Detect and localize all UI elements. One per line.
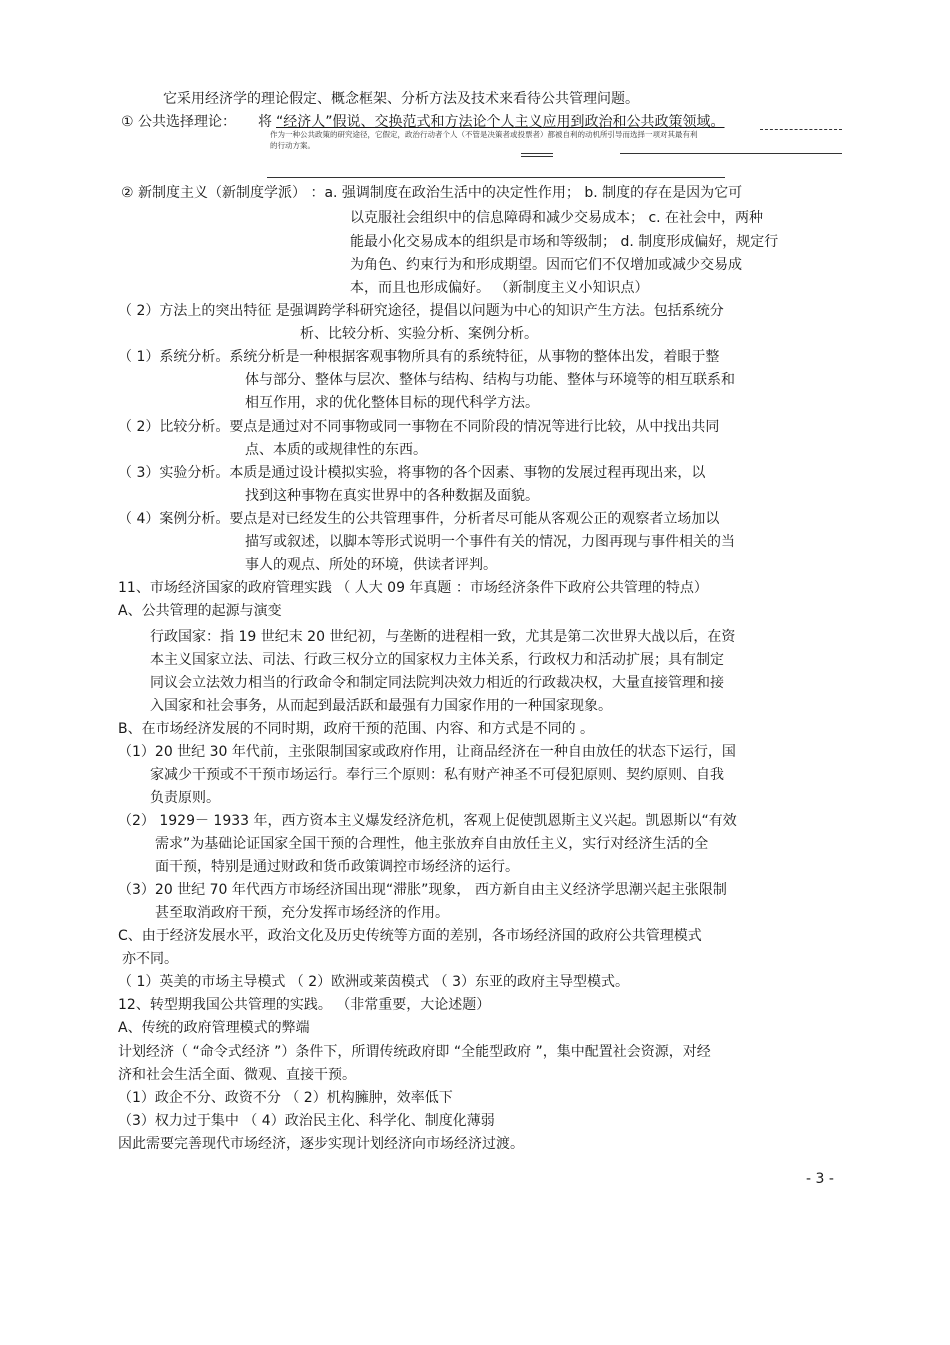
line-economics-approach: 它采用经济学的理论假定、概念框架、分析方法及技术来看待公共管理问题。	[163, 91, 639, 107]
section-12-heading: 12、转型期我国公共管理的实践。 （非常重要，大论述题）	[118, 997, 491, 1013]
page-number: - 3 -	[806, 1171, 834, 1187]
period-2-line-3: 面干预，特别是通过财政和货币政策调控市场经济的运行。	[155, 859, 519, 875]
administrative-state-line-3: 同议会立法效力相当的行政命令和制定同法院判决效力相近的行政裁决权，大量直接管理和接	[150, 675, 724, 691]
administrative-state-line-1: 行政国家：指 19 世纪末 20 世纪初，与垄断的进程相一致，尤其是第二次世界大战以后，在资	[150, 629, 736, 645]
section-11-b-heading: B、在市场经济发展的不同时期，政府干预的范围、内容、和方式是不同的 。	[118, 721, 595, 737]
short-rule-2	[521, 156, 553, 157]
drawbacks-line-1: （1）政企不分、政资不分 （ 2）机构臃肿，效率低下	[118, 1090, 453, 1106]
period-3-line-1: （3）20 世纪 70 年代西方市场经济国出现“滞胀”现象， 西方新自由主义经济学思潮兴起主张限制	[118, 882, 727, 898]
administrative-state-line-4: 入国家和社会事务，从而起到最活跃和最强有力国家作用的一种国家现象。	[150, 698, 612, 714]
section-11-a-heading: A、公共管理的起源与演变	[118, 603, 282, 619]
experimental-analysis-line-1: （ 3）实验分析。本质是通过设计模拟实验，将事物的各个因素、事物的发展过程再现出来，以	[118, 465, 706, 481]
experimental-analysis-line-2: 找到这种事物在真实世界中的各种数据及面貌。	[245, 488, 539, 504]
case-analysis-line-2: 描写或叙述，以脚本等形式说明一个事件有关的情况，力图再现与事件相关的当	[245, 534, 735, 550]
comparative-analysis-line-2: 点、本质的或规律性的东西。	[245, 442, 427, 458]
case-analysis-line-1: （ 4）案例分析。要点是对已经发生的公共管理事件，分析者尽可能从客观公正的观察者立场加以	[118, 511, 720, 527]
dashed-rule	[760, 129, 842, 130]
section-11-c-line-2: 亦不同。	[122, 951, 178, 967]
method-feature-line-1: （ 2）方法上的突出特征 是强调跨学科研究途径，提倡以问题为中心的知识产生方法。包括系统分	[118, 303, 724, 319]
new-institutionalism-line-4: 为角色、约束行为和形成期望。因而它们不仅增加或减少交易成	[350, 257, 742, 273]
annotation-note-1: 作为一种公共政策的研究途径，它假定，政治行动者个人（不管是决策者或投票者）都被自利的动机所引导而选择一项对其最有利	[270, 130, 698, 139]
period-1-line-2: 家减少干预或不干预市场运行。奉行三个原则：私有财产神圣不可侵犯原则、契约原则、自我	[150, 767, 724, 783]
comparative-analysis-line-1: （ 2）比较分析。要点是通过对不同事物或同一事物在不同阶段的情况等进行比较，从中找出共同	[118, 419, 720, 435]
systems-analysis-line-3: 相互作用，求的优化整体目标的现代科学方法。	[245, 395, 539, 411]
administrative-state-line-2: 本主义国家立法、司法、行政三权分立的国家权力主体关系，行政权力和活动扩展；具有制定	[150, 652, 724, 668]
systems-analysis-line-2: 体与部分、整体与层次、整体与结构、结构与功能、整体与环境等的相互联系和	[245, 372, 735, 388]
new-institutionalism-line-3: 能最小化交易成本的组织是市场和等级制； d. 制度形成偏好，规定行	[350, 234, 779, 250]
period-2-line-1: （2） 1929－ 1933 年，西方资本主义爆发经济危机，客观上促使凯恩斯主义兴起。凯恩斯以“有效	[118, 813, 737, 829]
right-rule	[620, 153, 842, 154]
planned-economy-line-2: 济和社会生活全面、微观、直接干预。	[118, 1067, 356, 1083]
public-choice-prefix: 将	[258, 114, 272, 130]
short-rule-1	[521, 153, 553, 154]
public-choice-definition: “经济人”假说、交换范式和方法论个人主义应用到政治和公共政策领域。	[276, 114, 725, 130]
drawbacks-line-2: （3）权力过于集中 （ 4）政治民主化、科学化、制度化薄弱	[118, 1113, 495, 1129]
section-11-c-line-1: C、由于经济发展水平，政治文化及历史传统等方面的差别，各市场经济国的政府公共管理模式	[118, 928, 702, 944]
new-institutionalism-line-1: ② 新制度主义（新制度学派） ：a. 强调制度在政治生活中的决定性作用； b. 制度的存在是因为它可	[121, 185, 743, 201]
public-choice-label: ① 公共选择理论：	[121, 114, 237, 130]
period-3-line-2: 甚至取消政府干预，充分发挥市场经济的作用。	[155, 905, 449, 921]
section-12-a-heading: A、传统的政府管理模式的弊端	[118, 1020, 310, 1036]
new-institutionalism-line-2: 以克服社会组织中的信息障碍和减少交易成本； c. 在社会中，两种	[350, 210, 764, 226]
period-1-line-3: 负责原则。	[150, 790, 220, 806]
section-11-heading: 11、市场经济国家的政府管理实践 （ 人大 09 年真题 ：市场经济条件下政府公共管理的特点）	[118, 580, 708, 596]
case-analysis-line-3: 事人的观点、所处的环境，供读者评判。	[245, 557, 497, 573]
long-rule	[267, 177, 725, 178]
governance-models: （ 1）英美的市场主导模式 （ 2）欧洲或莱茵模式 （ 3）东亚的政府主导型模式。	[118, 974, 629, 990]
method-feature-line-2: 析、比较分析、实验分析、案例分析。	[300, 326, 538, 342]
systems-analysis-line-1: （ 1）系统分析。系统分析是一种根据客观事物所具有的系统特征，从事物的整体出发，着眼于整	[118, 349, 720, 365]
conclusion-line: 因此需要完善现代市场经济，逐步实现计划经济向市场经济过渡。	[118, 1136, 524, 1152]
annotation-note-2: 的行动方案。	[270, 141, 315, 150]
period-1-line-1: （1）20 世纪 30 年代前，主张限制国家或政府作用，让商品经济在一种自由放任的状态下运行，国	[118, 744, 736, 760]
new-institutionalism-line-5: 本，而且也形成偏好。 （新制度主义小知识点）	[350, 280, 649, 296]
planned-economy-line-1: 计划经济（ “命令式经济 ”）条件下，所谓传统政府即 “全能型政府 ”，集中配置社会资源，对经	[118, 1044, 711, 1060]
period-2-line-2: 需求”为基础论证国家全国干预的合理性，他主张放弃自由放任主义，实行对经济生活的全	[155, 836, 709, 852]
